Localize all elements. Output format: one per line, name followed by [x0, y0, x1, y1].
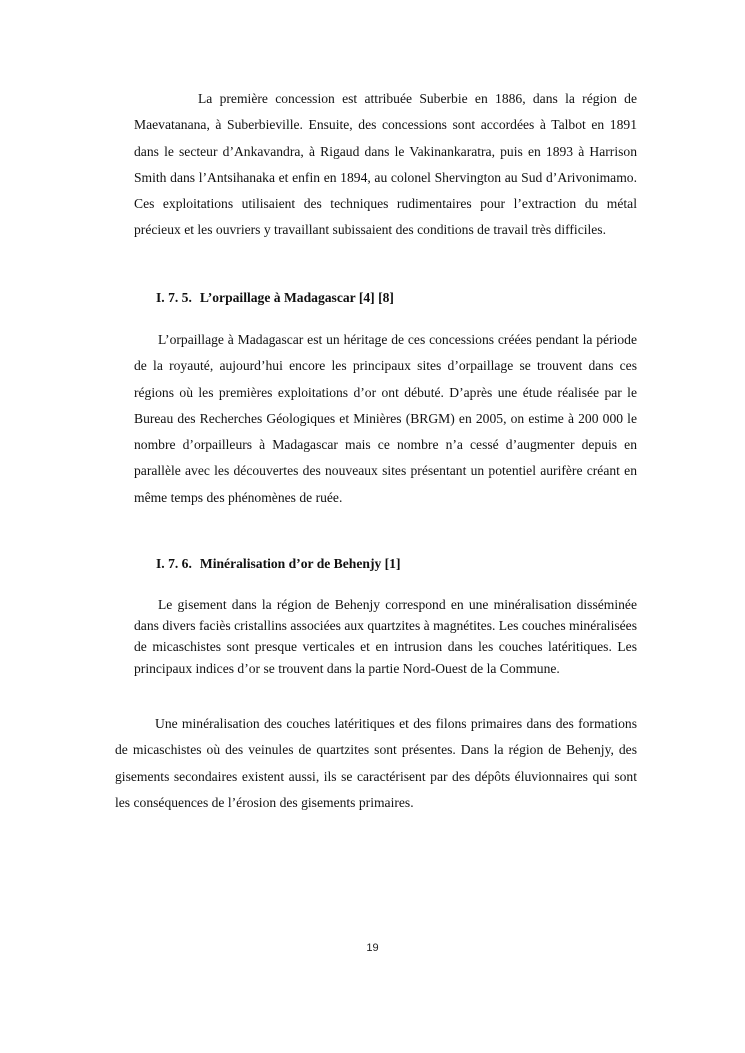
- paragraph-orpaillage: L’orpaillage à Madagascar est un héritage de ces concessions créées pendant la période de la royauté, aujourd’hui encore les principaux sites d’orpaillage se trouvent dans ces régions où les premières exploitations d’or ont débuté. D’après une étude réalisée par le Bureau des Recherches Géologiques et Minières (BRGM) en 2005, on estime à 200 000 le nombre d’orpailleurs à Madagascar mais ce nombre n’a cessé d’augmenter depuis en parallèle avec les découvertes des nouveaux sites présentant un potentiel aurifère créant en même temps des phénomènes de ruée.: [134, 332, 637, 505]
- page-number: 19: [366, 942, 379, 954]
- section-title: L’orpaillage à Madagascar [4] [8]: [199, 290, 394, 305]
- section-number: I. 7. 6.: [156, 556, 192, 571]
- paragraph-gisement: Le gisement dans la région de Behenjy correspond en une minéralisation disséminée dans divers faciès cristallins associées aux quartzites à magnétites. Les couches minéralisées de micaschistes sont presque verticales et en intrusion dans les couches latéritiques. Les principaux indices d’or se trouvent dans la partie Nord-Ouest de la Commune.: [134, 597, 637, 676]
- section-heading-orpaillage: [156, 290, 394, 306]
- paragraph-concessions: La première concession est attribuée Suberbie en 1886, dans la région de Maevatanana, à Suberbieville. Ensuite, des concessions sont accordées à Talbot en 1891 dans le secteur d’Ankavandra, à Rigaud dans le Vakinankaratra, puis en 1893 à Harrison Smith dans l’Antsihanaka et enfin en 1894, au colonel Shervington au Sud d’Arivonimamo. Ces exploitations utilisaient des techniques rudimentaires pour l’extraction du métal précieux et les ouvriers y travaillant subissaient des conditions de travail très difficiles.: [134, 91, 637, 238]
- paragraph-mineralisation: Une minéralisation des couches latéritiques et des filons primaires dans des formations de micaschistes où des veinules de quartzites sont présentes. Dans la région de Behenjy, des gisements secondaires existent aussi, ils se caractérisent par des dépôts éluvionnaires qui sont les conséquences de l’érosion des gisements primaires.: [115, 716, 637, 810]
- section-number: I. 7. 5.: [156, 290, 192, 305]
- section-heading-mineralisation: [156, 556, 401, 572]
- section-title: Minéralisation d’or de Behenjy [1]: [199, 556, 401, 571]
